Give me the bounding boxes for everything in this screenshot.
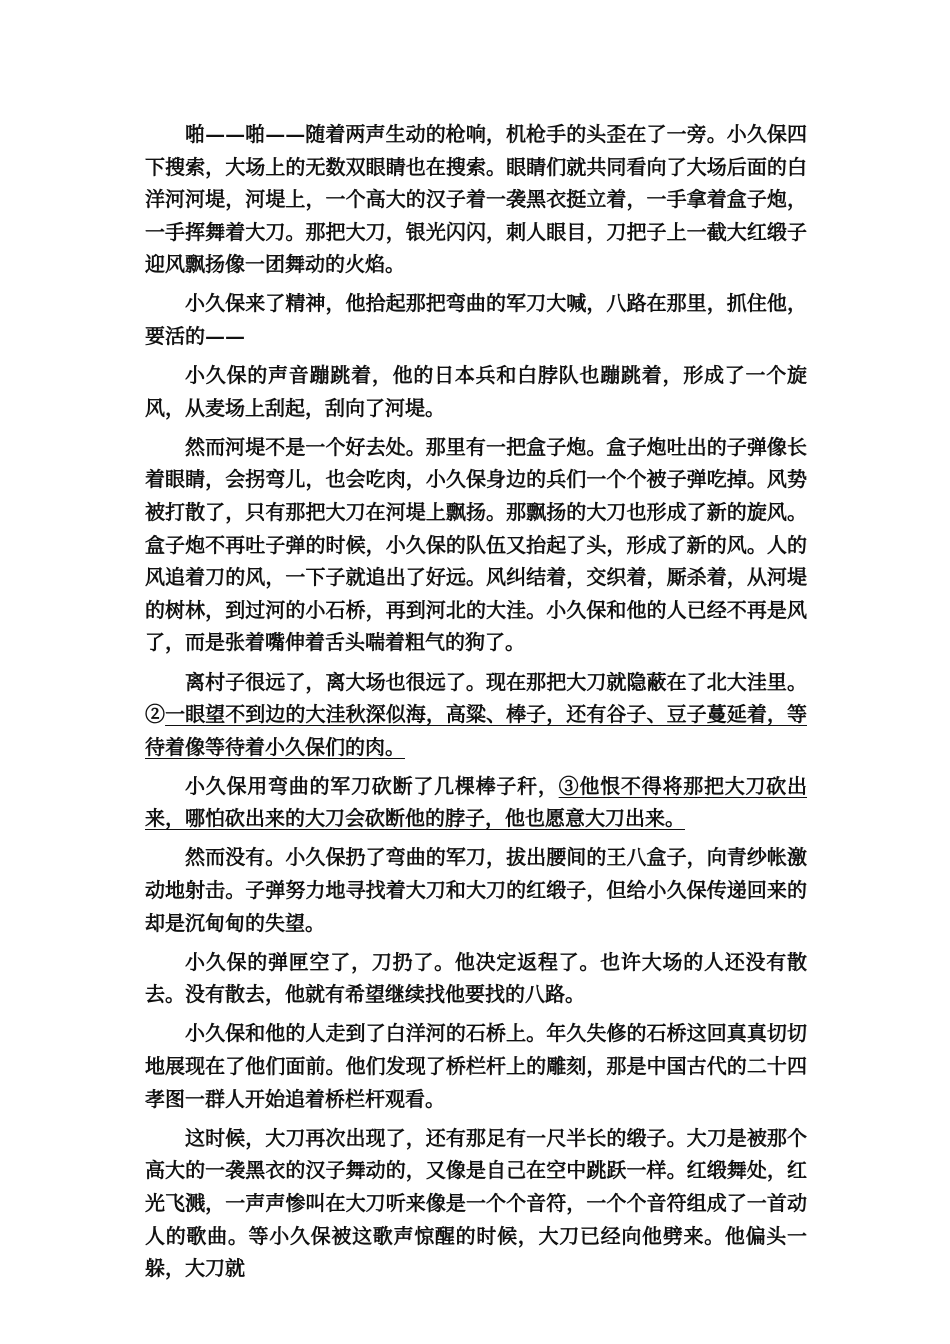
paragraph [145,359,807,424]
paragraph-text: 小久保的声音蹦跳着，他的日本兵和白脖队也蹦跳着，形成了一个旋风，从麦场上刮起，刮向了河堤。 [145,363,807,420]
paragraph [145,666,807,764]
paragraph [145,431,807,659]
paragraph-text: 离村子很远了，离大场也很远了。现在那把大刀就隐蔽在了北大洼里。② [145,669,807,727]
paragraph-text: 小久保来了精神，他拾起那把弯曲的军刀大喊，八路在那里，抓住他，要活的—— [145,291,807,349]
paragraph-text: 然而河堤不是一个好去处。那里有一把盒子炮。盒子炮吐出的子弹像长着眼睛，会拐弯儿，也会吃肉，小久保身边的兵们一个个被子弹吃掉。风势被打散了，只有那把大刀在河堤上飘扬。那飘扬的大刀也形成了新的旋风。盒子炮不再吐子弹的时候，小久保的队伍又抬起了头，形成了新的风。人的风追着刀的风，一下子就追出了好远。风纠结着，交织着，厮杀着，从河堤的树林，到过河的小石桥，再到河北的大洼。小久保和他的人已经不再是风了，而是张着嘴伸着舌头喘着粗气的狗了。 [145,434,807,655]
paragraph [145,118,807,281]
document-body [145,118,807,1291]
paragraph [145,770,807,835]
paragraph-text: 啪——啪——随着两声生动的枪响，机枪手的头歪在了一旁。小久保四下搜索，大场上的无数双眼睛也在搜索。眼睛们就共同看向了大场后面的白洋河河堤，河堤上，一个高大的汉子着一袭黑衣挺立着，一手拿着盒子炮，一手挥舞着大刀。那把大刀，银光闪闪，刺人眼目，刀把子上一截大红缎子迎风飘扬像一团舞动的火焰。 [145,122,807,277]
underlined-sentence-3: ③他恨不得将那把大刀砍出来，哪怕砍出来的大刀会砍断他的脖子，他也愿意大刀出来。 [145,773,808,831]
paragraph-text: 然而没有。小久保扔了弯曲的军刀，拔出腰间的王八盒子，向青纱帐激动地射击。子弹努力地寻找着大刀和大刀的红缎子，但给小久保传递回来的却是沉甸甸的失望。 [145,845,807,935]
paragraph-text: 小久保和他的人走到了白洋河的石桥上。年久失修的石桥这回真真切切地展现在了他们面前。他们发现了桥栏杆上的雕刻，那是中国古代的二十四孝图一群人开始追着桥栏杆观看。 [145,1021,807,1111]
paragraph [145,1017,807,1115]
underlined-sentence-2: 一眼望不到边的大洼秋深似海，高粱、棒子，还有谷子、豆子蔓延着，等待着像等待着小久保们的肉。 [145,702,807,759]
paragraph-text: 这时候，大刀再次出现了，还有那足有一尺半长的缎子。大刀是被那个高大的一袭黑衣的汉子舞动的，又像是自己在空中跳跃一样。红缎舞处，红光飞溅，一声声惨叫在大刀听来像是一个个音符，一个个音符组成了一首动人的歌曲。等小久保被这歌声惊醒的时候，大刀已经向他劈来。他偏头一躲，大刀就 [145,1125,807,1281]
paragraph-text: 小久保用弯曲的军刀砍断了几棵棒子秆， [185,773,559,798]
paragraph-text: 小久保的弹匣空了，刀扔了。他决定返程了。也许大场的人还没有散去。没有散去，他就有希望继续找他要找的八路。 [145,949,807,1007]
paragraph [145,946,807,1011]
paragraph [145,1122,807,1285]
paragraph [145,841,807,939]
paragraph [145,287,807,352]
